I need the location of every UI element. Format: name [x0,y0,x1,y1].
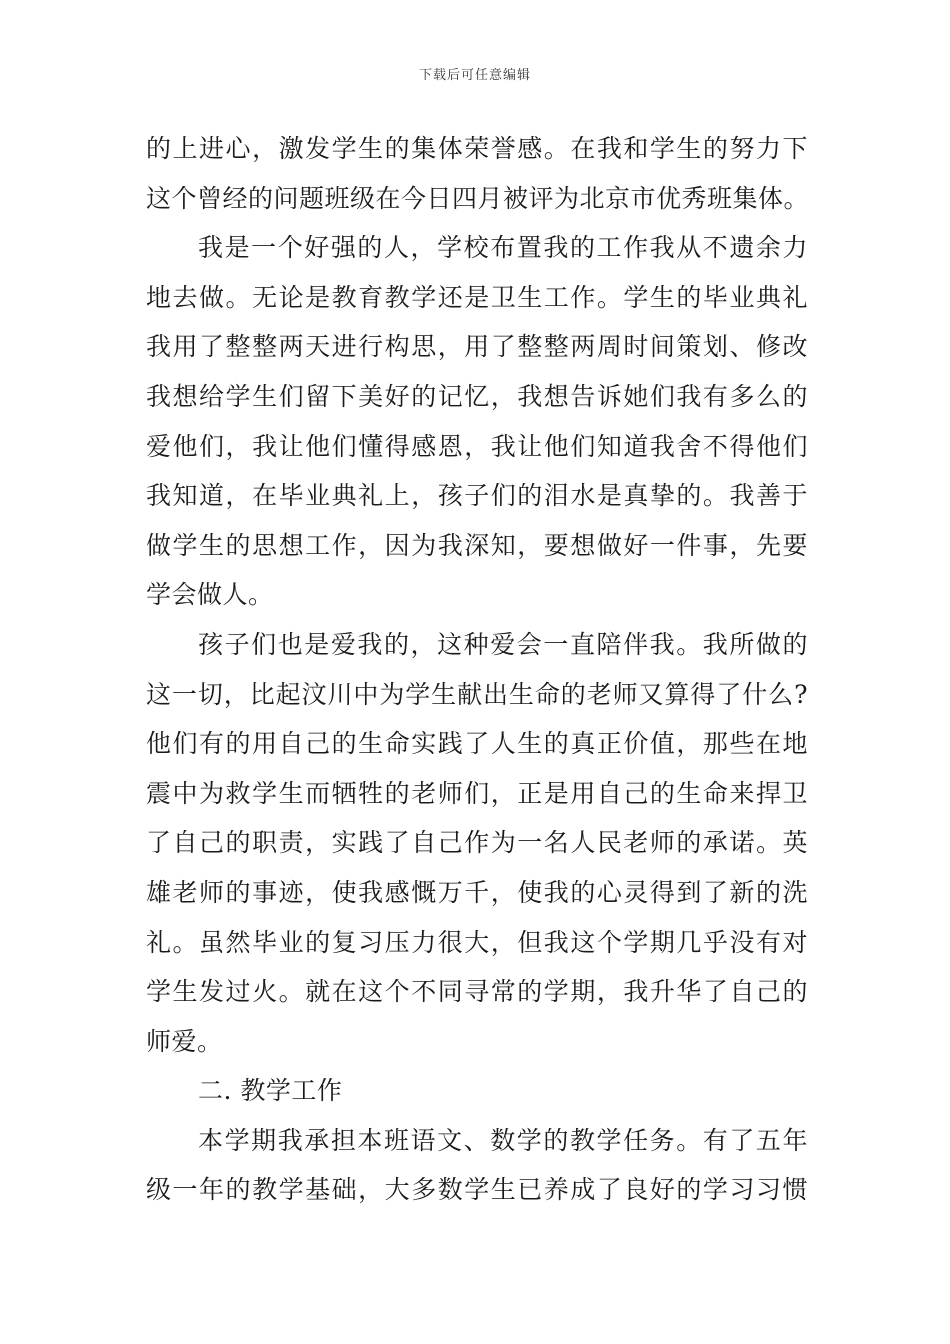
text-line: 地去做。无论是教育教学还是卫生工作。学生的毕业典礼 [146,282,808,312]
paragraph-start-line: 本学期我承担本班语文、数学的教学任务。有了五年 [198,1125,808,1155]
text-line: 我用了整整两天进行构思，用了整整两周时间策划、修改 [146,332,808,362]
text-line: 他们有的用自己的生命实践了人生的真正价值，那些在地 [146,729,808,759]
paragraph-start-line: 孩子们也是爱我的，这种爱会一直陪伴我。我所做的 [198,629,808,659]
text-line: 爱他们，我让他们懂得感恩，我让他们知道我舍不得他们 [146,431,808,461]
section-heading: 二. 教学工作 [198,1076,343,1106]
text-line: 师爱。 [146,1026,223,1056]
page-header: 下载后可任意编辑 [418,68,531,83]
text-line: 这个曾经的问题班级在今日四月被评为北京市优秀班集体。 [146,183,810,213]
text-line: 学会做人。 [146,580,274,610]
text-line: 了自己的职责，实践了自己作为一名人民老师的承诺。英 [146,828,808,858]
text-line: 级一年的教学基础，大多数学生已养成了良好的学习习惯 [146,1175,808,1205]
text-line: 这一切，比起汶川中为学生献出生命的老师又算得了什么? [146,679,808,709]
text-line: 礼。虽然毕业的复习压力很大，但我这个学期几乎没有对 [146,927,808,957]
text-line: 雄老师的事迹，使我感慨万千，使我的心灵得到了新的洗 [146,877,808,907]
text-line: 做学生的思想工作，因为我深知，要想做好一件事，先要 [146,530,808,560]
text-line: 我知道，在毕业典礼上，孩子们的泪水是真挚的。我善于 [146,481,808,511]
text-line: 我想给学生们留下美好的记忆，我想告诉她们我有多么的 [146,381,808,411]
document-body [146,124,808,1215]
paragraph-start-line: 我是一个好强的人，学校布置我的工作我从不遗余力 [198,233,808,263]
text-line: 学生发过火。就在这个不同寻常的学期，我升华了自己的 [146,977,808,1007]
text-line: 的上进心，激发学生的集体荣誉感。在我和学生的努力下 [146,134,808,163]
text-line: 震中为救学生而牺牲的老师们，正是用自己的生命来捍卫 [146,778,808,808]
